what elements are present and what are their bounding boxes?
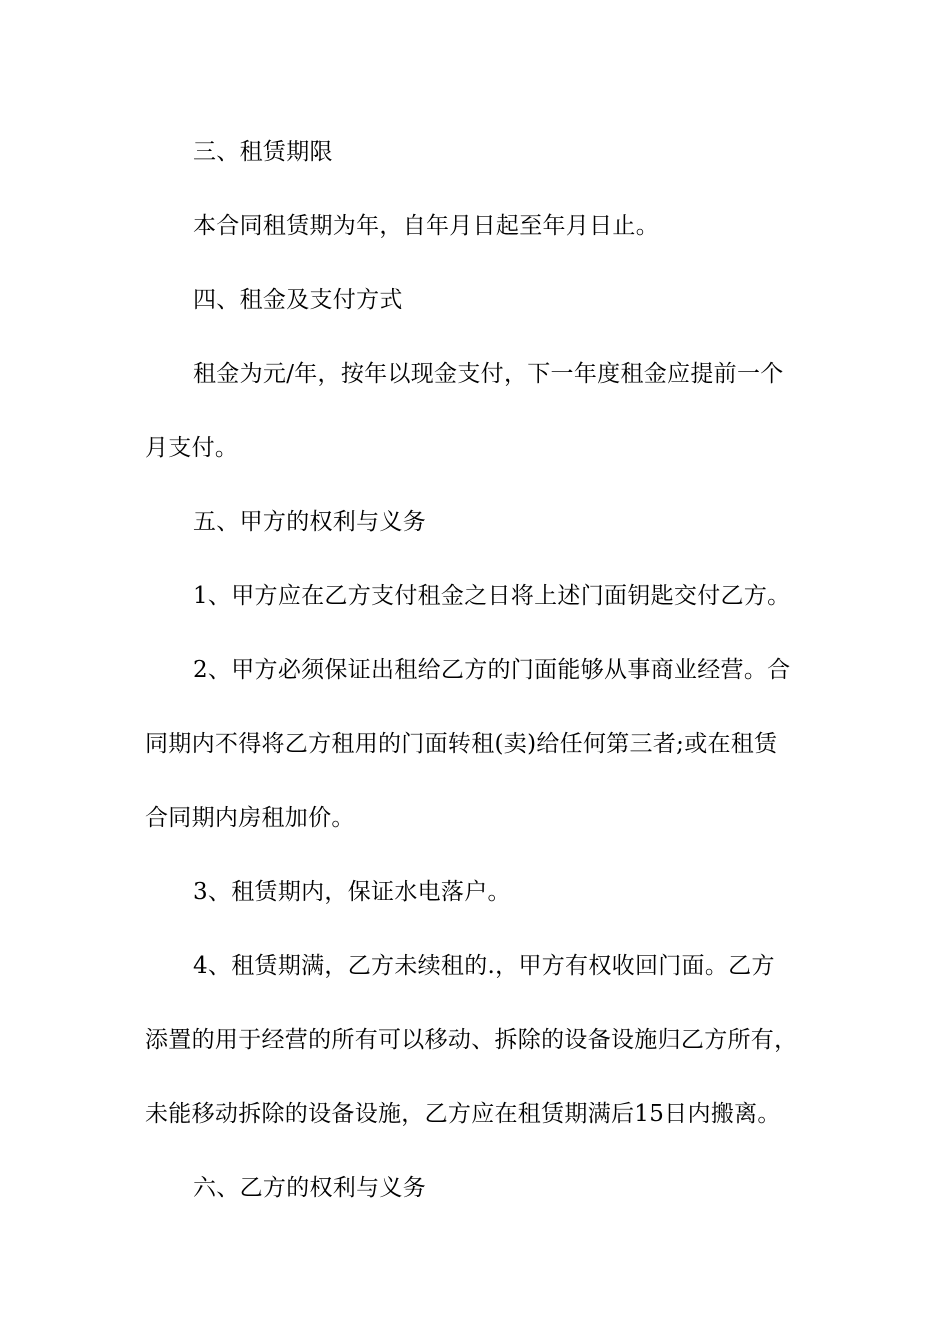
paragraph-rent-line-1: 租金为元/年，按年以现金支付，下一年度租金应提前一个 [193,361,784,387]
clause-a3: 3、租赁期内，保证水电落户。 [193,879,511,905]
section-heading-party-b: 六、乙方的权利与义务 [193,1175,426,1201]
clause-a2-line-1: 2、甲方必须保证出租给乙方的门面能够从事商业经营。合 [193,657,791,683]
section-heading-rent-payment: 四、租金及支付方式 [193,287,403,313]
section-heading-lease-term: 三、租赁期限 [193,139,333,165]
clause-a4-line-2: 添置的用于经营的所有可以移动、拆除的设备设施归乙方所有， [145,1027,798,1053]
clause-a2-line-2: 同期内不得将乙方租用的门面转租(卖)给任何第三者;或在租赁 [145,731,778,757]
clause-a4-line-3: 未能移动拆除的设备设施，乙方应在租赁期满后15日内搬离。 [145,1101,781,1127]
clause-a1: 1、甲方应在乙方支付租金之日将上述门面钥匙交付乙方。 [193,583,791,609]
clause-a2-line-3: 合同期内房租加价。 [145,805,355,831]
paragraph-lease-term: 本合同租赁期为年，自年月日起至年月日止。 [193,213,659,239]
paragraph-rent-line-2: 月支付。 [145,435,239,461]
section-heading-party-a: 五、甲方的权利与义务 [193,509,426,535]
clause-a4-line-1: 4、租赁期满，乙方未续租的.，甲方有权收回门面。乙方 [193,953,775,979]
